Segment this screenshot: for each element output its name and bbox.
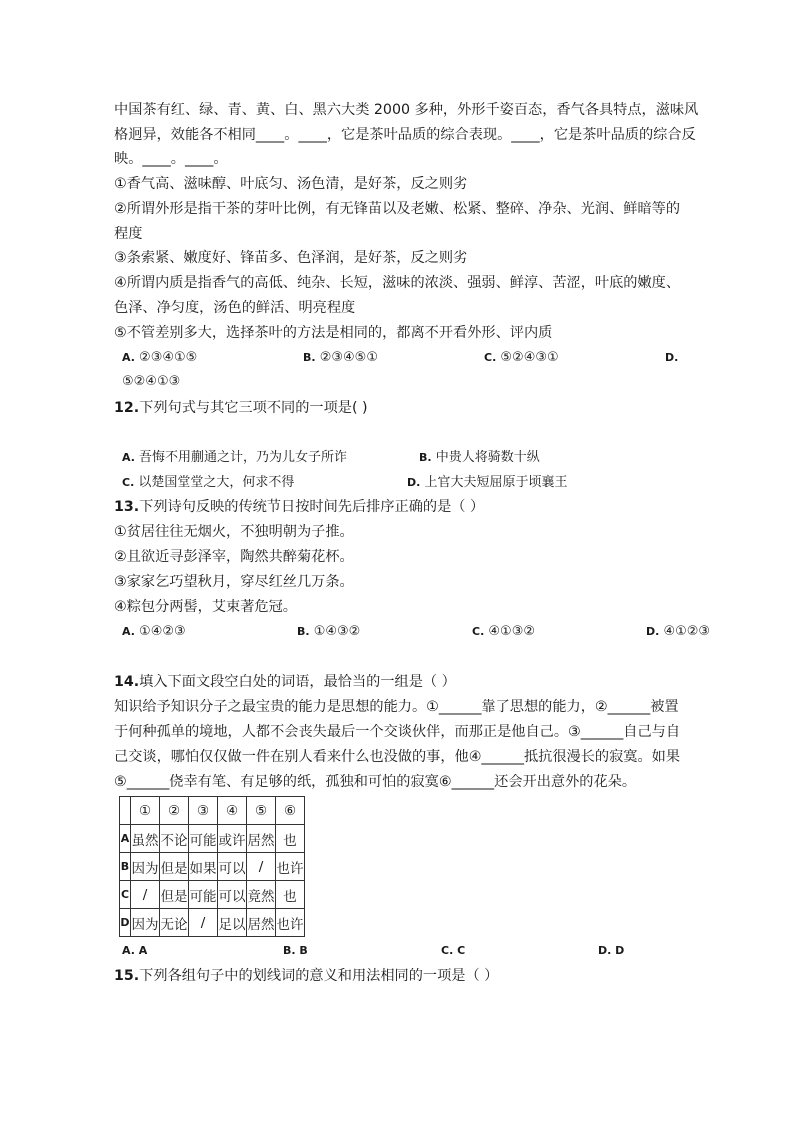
table-cell: ①: [131, 797, 160, 825]
option-a[interactable]: A. ②③④①⑤: [122, 350, 198, 365]
option-a[interactable]: A. A: [122, 944, 148, 957]
table-header-row: [120, 797, 305, 825]
table-row: [120, 825, 305, 853]
table-cell: 因为: [131, 909, 160, 937]
list-item: ④所谓内质是指香气的高低、纯杂、长短，滋味的浓淡、强弱、鲜淳、苦涩，叶底的嫩度、: [114, 275, 681, 291]
passage-line: 映。____。____。: [114, 151, 228, 167]
table-cell: ④: [218, 797, 247, 825]
table-cell: 虽然: [131, 825, 160, 853]
table-cell: 不论: [160, 825, 189, 853]
question-13: 13.下列诗句反映的传统节日按时间先后排序正确的是（ ）: [114, 499, 485, 515]
list-item: ③条索紧、嫩度好、锋苗多、色泽润，是好茶，反之则劣: [114, 250, 468, 266]
table-cell: 也: [276, 825, 305, 853]
table-cell: 可能: [189, 825, 218, 853]
list-item: ④粽包分两髻，艾束著危冠。: [114, 599, 297, 615]
passage-line: 己交谈，哪怕仅仅做一件在别人看来什么也没做的事，他④______抵抗很漫长的寂寞。如果: [114, 749, 681, 765]
table-cell: D: [120, 909, 131, 937]
question-12: 12.下列句式与其它三项不同的一项是( ): [114, 400, 368, 416]
option-d[interactable]: D. D: [598, 944, 625, 957]
table-cell: 但是: [160, 881, 189, 909]
table-cell: ②: [160, 797, 189, 825]
table-row: [120, 909, 305, 937]
table-cell: 足以: [218, 909, 247, 937]
option-c[interactable]: C. C: [441, 944, 466, 957]
passage-line: 于何种孤单的境地，人都不会丧失最后一个交谈伙伴，而那正是他自己。③______自己与自: [114, 724, 681, 740]
option-d-letter[interactable]: D.: [665, 351, 679, 364]
table-cell: ③: [189, 797, 218, 825]
option-d-letter[interactable]: D. ④①②③: [646, 624, 711, 639]
list-item: ①贫居往往无烟火，不独明朝为子推。: [114, 524, 354, 540]
table-cell: /: [247, 853, 276, 881]
passage-line: ⑤______侥幸有笔、有足够的纸，孤独和可怕的寂寞⑥______还会开出意外的花朵。: [114, 774, 637, 790]
table-cell: [120, 797, 131, 825]
table-cell: 竟然: [247, 881, 276, 909]
option-b[interactable]: B. ②③④⑤①: [303, 350, 378, 365]
table-cell: 但是: [160, 853, 189, 881]
list-item: ②且欲近寻彭泽宰，陶然共醉菊花杯。: [114, 549, 354, 565]
table-cell: C: [120, 881, 131, 909]
table-cell: 无论: [160, 909, 189, 937]
table-cell: 如果: [189, 853, 218, 881]
option-d[interactable]: D. 上官大夫短屈原于顷襄王: [407, 475, 568, 490]
table-cell: 或许: [218, 825, 247, 853]
table-cell: 也许: [276, 909, 305, 937]
option-a[interactable]: A. 吾悔不用蒯通之计，乃为儿女子所诈: [122, 450, 348, 465]
answer-table: [119, 796, 305, 937]
table-cell: A: [120, 825, 131, 853]
option-b[interactable]: B. ①④③②: [297, 624, 361, 639]
passage-line: 格迥异，效能各不相同____。____，它是茶叶品质的综合表现。____，它是茶叶品质的综合反: [114, 127, 696, 143]
table-cell: ⑤: [247, 797, 276, 825]
passage-line: 中国茶有红、绿、青、黄、白、黑六大类 2000 多种，外形千姿百态，香气各具特点，滋味风: [114, 102, 699, 118]
table-cell: /: [131, 881, 160, 909]
option-b[interactable]: B. 中贵人将骑数十纵: [419, 450, 540, 465]
list-item: ③家家乞巧望秋月，穿尽红丝几万条。: [114, 574, 354, 590]
table-cell: 可以: [218, 853, 247, 881]
list-item: ②所谓外形是指干茶的芽叶比例，有无锋苗以及老嫩、松紧、整碎、净杂、光润、鲜暗等的: [114, 201, 681, 217]
option-c[interactable]: C. ⑤②④③①: [484, 350, 559, 365]
list-item: 色泽、净匀度，汤色的鲜活、明亮程度: [114, 300, 356, 316]
table-cell: ⑥: [276, 797, 305, 825]
question-14: 14.填入下面文段空白处的词语，最恰当的一组是（ ）: [114, 674, 456, 690]
table-cell: 居然: [247, 909, 276, 937]
table-cell: 居然: [247, 825, 276, 853]
option-a[interactable]: A. ①④②③: [122, 624, 186, 639]
option-c[interactable]: C. ④①③②: [472, 624, 536, 639]
option-c[interactable]: C. 以楚国堂堂之大，何求不得: [122, 475, 295, 490]
option-b[interactable]: B. B: [283, 944, 308, 957]
table-row: [120, 853, 305, 881]
list-item: ①香气高、滋味醇、叶底匀、汤色清，是好茶，反之则劣: [114, 176, 468, 192]
table-cell: 因为: [131, 853, 160, 881]
table-cell: 可以: [218, 881, 247, 909]
table-row: [120, 881, 305, 909]
passage-line: 知识给予知识分子之最宝贵的能力是思想的能力。①______靠了思想的能力，②______被置: [114, 699, 679, 715]
list-item: ⑤不管差别多大，选择茶叶的方法是相同的，都离不开看外形、评内质: [114, 325, 553, 341]
table-cell: B: [120, 853, 131, 881]
question-15: 15.下列各组句子中的划线词的意义和用法相同的一项是（ ）: [114, 968, 499, 984]
table-cell: 也: [276, 881, 305, 909]
option-d[interactable]: ⑤②④①③: [122, 374, 181, 389]
list-item: 程度: [114, 226, 143, 242]
table-cell: 也许: [276, 853, 305, 881]
table-cell: /: [189, 909, 218, 937]
table-cell: 可能: [189, 881, 218, 909]
